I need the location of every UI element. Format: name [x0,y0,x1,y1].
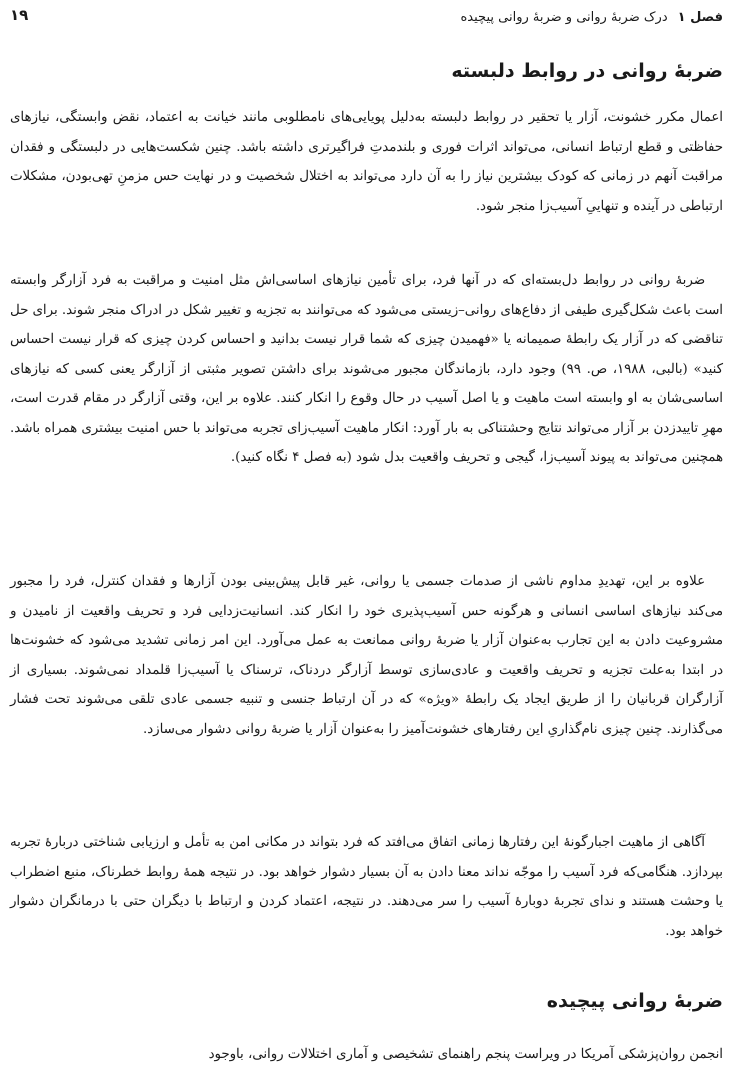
chapter-label: فصل ۱ [677,9,723,25]
running-title: درک ضربهٔ روانی و ضربهٔ روانی پیچیده [460,9,668,25]
page-number: ۱۹ [10,6,29,24]
paragraph-1: اعمال مکرر خشونت، آزار یا تحقیر در روابط دلبسته به‌دلیل پویایی‌های نامطلوبی مانند خیانت به اعتماد، نقض وابستگی، نیازهای حفاظتی و قطع ارتباط انسانی، می‌تواند اثرات فوری و بلندمدتِ فراگیرتری داشته باشد. چنین شکست‌هایی در دلبستگی و فقدان مراقبت آنهم در زمانی که کودک بیشترین نیاز را به آن دارد می‌تواند به اختلال شخصیت و در نهایت حس مزمنِ تهی‌بودن، مشکلات ارتباطی در آینده و تنهاییِ آسیب‌زا منجر شود. [10,110,723,214]
section-heading-attachment-trauma: ضربهٔ روانی در روابط دلبسته [451,60,723,82]
paragraph-2: ضربهٔ روانی در روابط دل‌بسته‌ای که در آنها فرد، برای تأمین نیازهای اساسی‌اش مثل امنیت و مراقبت به فرد آزارگر وابسته است باعث شکل‌گیری طیفی از دفاع‌های روانی–زیستی می‌شود که می‌توانند به تجزیه و تغییر شکل در ادراک منجر شوند. برای حل تناقضی که در آزار یک رابطهٔ صمیمانه یا «فهمیدن چیزی که شما قرار نیست بدانید و احساس کردن چیزی که قرار نیست احساس کنید» (بالبی، ۱۹۸۸، ص. ۹۹) وجود دارد، بازماندگان مجبور می‌شوند برای داشتن تصویر مثبتی از آزارگر یعنی کسی که نیازهای اساسی‌شان به او وابسته است ماهیت و یا اصل آسیب در حال وقوع را انکار کنند. علاوه بر این، وقتی آزارگر در مقام قدرت است، مهرِ تاییدزدن بر آزار می‌تواند نتایج وحشتناکی به بار آورد: انکار ماهیت آسیب‌زای تجربه می‌تواند با حس امنیت بیشتری همراه باشد. همچنین می‌تواند به پیوند آسیب‌زا، گیجی و تحریف واقعیت بدل شود (به فصل ۴ نگاه کنید). [10,273,723,465]
paragraph-4: آگاهی از ماهیت اجبارگونهٔ این رفتارها زمانی اتفاق می‌افتد که فرد بتواند در مکانی امن به تأمل و ارزیابی شناختی دربارهٔ تجربه بپردازد. هنگامی‌که فرد آسیب را موجّه نداند معنا دادن به آن بسیار دشوار خواهد بود. در نتیجه همهٔ روابط خطرناک، منبع اضطراب یا وحشت هستند و ندای تجربهٔ دوبارهٔ آسیب را سر می‌دهند. در نتیجه، اعتماد کردن و ارتباط با دیگران حتی با درمانگران دشوار خواهد بود. [10,835,723,939]
running-header [10,6,723,28]
paragraph-3: علاوه بر این، تهدیدِ مداوم ناشی از صدمات جسمی یا روانی، غیر قابل پیش‌بینی بودن آزارها و فقدان کنترل، فرد را مجبور می‌کند نیازهای اساسی انسانی و هرگونه حس آسیب‌پذیری خود را انکار کند. انسانیت‌زدایی فرد و تحریف واقعیت از نامیدن و مشروعیت دادن به این تجارب به‌عنوان آزار یا ضربهٔ روانی ممانعت به عمل می‌آورد. این امر زمانی تشدید می‌شود که خشونت‌ها در ابتدا به‌علت تجزیه و تحریف واقعیت و عادی‌سازی توسط آزارگر دردناک، ترسناک یا آسیب‌زا قلمداد نمی‌شوند. بسیاری از آزارگران قربانیان را از طریق ایجاد یک رابطهٔ «ویژه» که در آن ارتباط جنسی و تنبیه جسمی عادی تلقی می‌شوند تحت فشار می‌گذارند. چنین چیزی نام‌گذاریِ این رفتارهای خشونت‌آمیز را به‌عنوان آزار یا ضربهٔ روانی دشوار می‌سازد. [10,574,723,737]
paragraph-5-first-line: انجمن روان‌پزشکی آمریکا در ویراست پنجم راهنمای تشخیصی و آماری اختلالات روانی، باوجود [208,1047,723,1062]
section-heading-complex-trauma: ضربهٔ روانی پیچیده [546,990,723,1012]
